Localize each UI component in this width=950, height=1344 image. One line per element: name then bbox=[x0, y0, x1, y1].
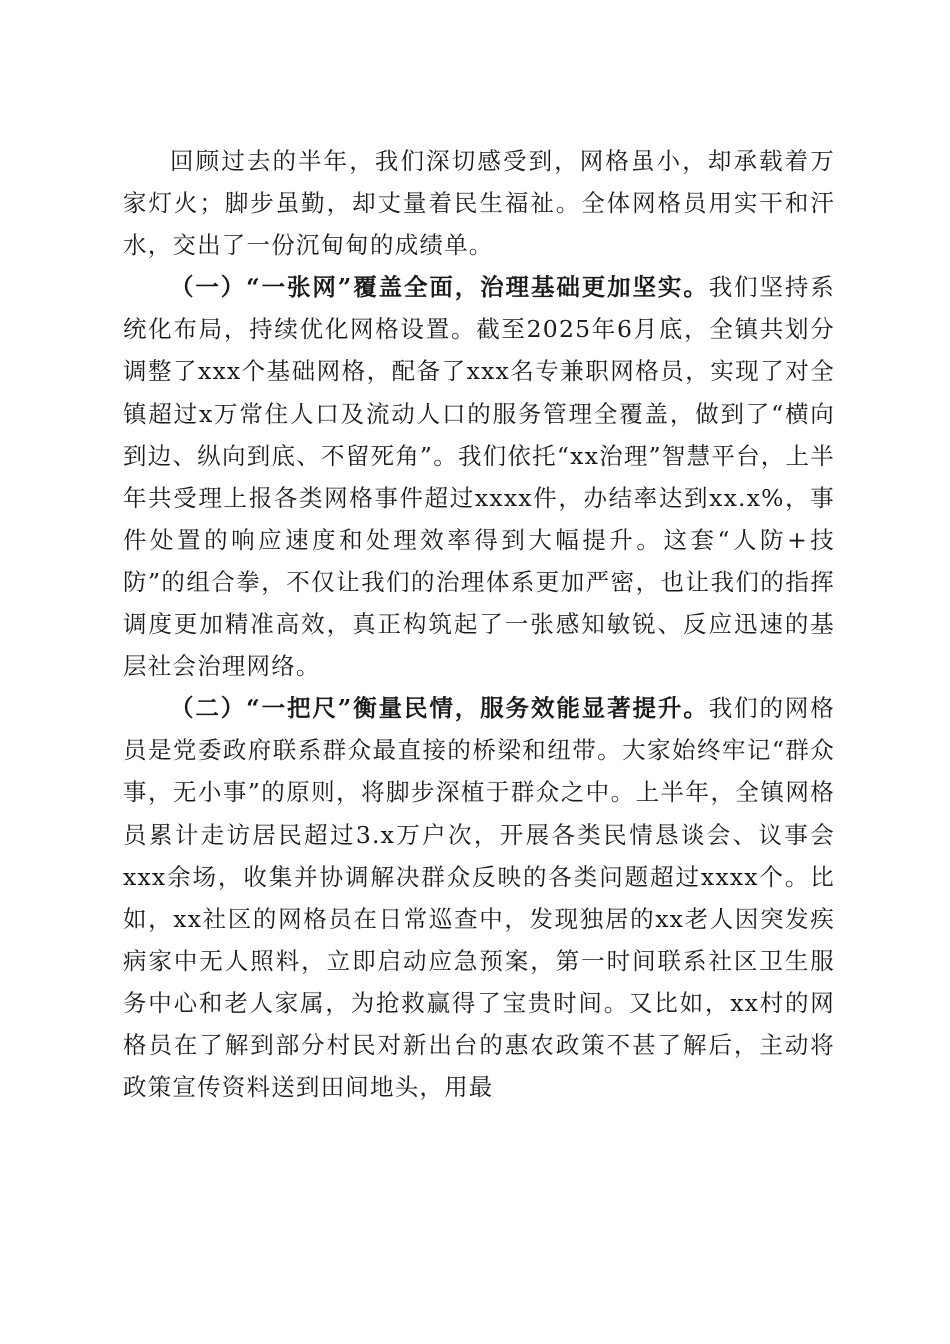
document-body bbox=[123, 140, 835, 1108]
section-1-paragraph bbox=[123, 266, 835, 687]
section-1-body: 我们坚持系统化布局，持续优化网格设置。截至2025年6月底，全镇共划分调整了xxx个基础网格，配备了xxx名专兼职网格员，实现了对全镇超过x万常住人口及流动人口的服务管理全覆盖，做到了“横向到边、纵向到底、不留死角”。我们依托“xx治理”智慧平台，上半年共受理上报各类网格事件超过xxxx件，办结率达到xx.x%，事件处置的响应速度和处理效率得到大幅提升。这套“人防+技防”的组合拳，不仅让我们的治理体系更加严密，也让我们的指挥调度更加精准高效，真正构筑起了一张感知敏锐、反应迅速的基层社会治理网络。 bbox=[123, 273, 835, 681]
section-1-heading: （一）“一张网”覆盖全面，治理基础更加坚实。 bbox=[170, 273, 709, 302]
section-2-paragraph bbox=[123, 687, 835, 1108]
section-2-body: 我们的网格员是党委政府联系群众最直接的桥梁和纽带。大家始终牢记“群众事，无小事”的原则，将脚步深植于群众之中。上半年，全镇网格员累计走访居民超过3.x万户次，开展各类民情恳谈会、议事会xxx余场，收集并协调解决群众反映的各类问题超过xxxx个。比如，xx社区的网格员在日常巡查中，发现独居的xx老人因突发疾病家中无人照料，立即启动应急预案，第一时间联系社区卫生服务中心和老人家属，为抢救赢得了宝贵时间。又比如，xx村的网格员在了解到部分村民对新出台的惠农政策不甚了解后，主动将政策宣传资料送到田间地头，用最 bbox=[123, 694, 835, 1102]
intro-paragraph bbox=[123, 140, 835, 266]
intro-text: 回顾过去的半年，我们深切感受到，网格虽小，却承载着万家灯火；脚步虽勤，却丈量着民生福祉。全体网格员用实干和汗水，交出了一份沉甸甸的成绩单。 bbox=[123, 147, 835, 260]
section-2-heading: （二）“一把尺”衡量民情，服务效能显著提升。 bbox=[170, 694, 709, 723]
